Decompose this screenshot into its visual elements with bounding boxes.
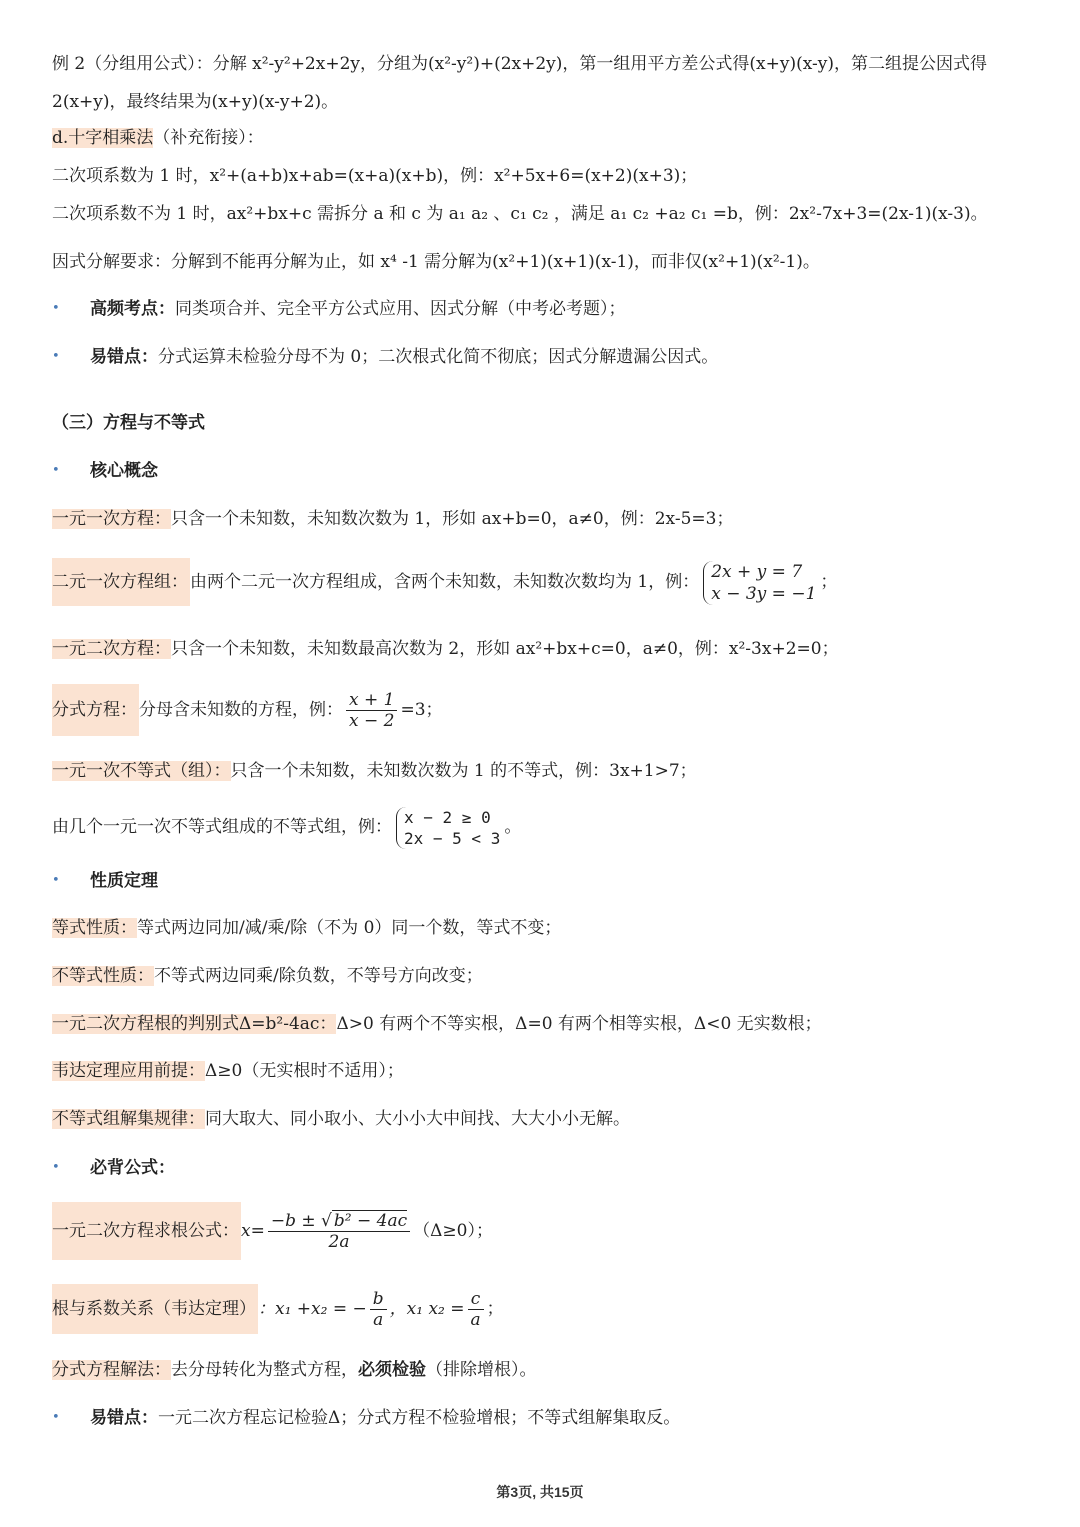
bullet-icon: • bbox=[52, 349, 60, 364]
note: （补充衔接）： bbox=[153, 128, 264, 148]
highlight-label: d.十字相乘法 bbox=[52, 128, 154, 148]
concept-linear-equation: 一元一次方程：只含一个未知数，未知数次数为 1，形如 ax+b=0，a≠0，例：2x-5=3； bbox=[52, 509, 734, 529]
text-line: 二次项系数不为 1 时，ax²+bx+c 需拆分 a 和 c 为 a₁ a₂ 、c₁ c₂ ，满足 a₁ c₂ +a₂ c₁ =b，例：2x²-7x+3=(2x-1)(x-3)。 bbox=[52, 204, 988, 224]
property-inequality-solution-rule: 不等式组解集规律：同大取大、同小取小、大小小大中间找、大大小小无解。 bbox=[52, 1109, 630, 1129]
quadratic-formula-fraction: $\frac{\text{−b ± √ b² − 4ac}}{2a}$ bbox=[268, 1211, 410, 1252]
formula-fractional-solving: 分式方程解法：去分母转化为整式方程，必须检验（排除增根）。 bbox=[52, 1360, 537, 1380]
text-line: 2(x+y)，最终结果为(x+y)(x-y+2)。 bbox=[52, 92, 339, 112]
bullet-item-common-errors-2: 易错点：一元二次方程忘记检验Δ；分式方程不检验增根；不等式组解集取反。 bbox=[90, 1408, 681, 1428]
bullet-icon: • bbox=[52, 463, 60, 478]
subsection-title-core: 核心概念 bbox=[90, 461, 158, 481]
concept-fractional-equation: 分式方程： 分母含未知数的方程，例： $\frac{x + 1}{x - 2}$ =3； bbox=[52, 684, 1040, 736]
subsection-title-properties: 性质定理 bbox=[90, 871, 158, 891]
fraction: $\frac{c}{a}$ bbox=[468, 1289, 484, 1330]
fraction: $\frac{x + 1}{x - 2}$ bbox=[346, 690, 397, 731]
bullet-icon: • bbox=[52, 1410, 60, 1425]
bullet-icon: • bbox=[52, 1160, 60, 1175]
page-footer: 第3页, 共15页 bbox=[496, 1484, 584, 1500]
text-line: 因式分解要求：分解到不能再分解为止，如 x⁴ -1 需分解为(x²+1)(x+1)(x-1)，而非仅(x²+1)(x²-1)。 bbox=[52, 252, 820, 272]
formula-vieta: 根与系数关系（韦达定理） ：x₁ +x₂ = − $\frac{b}{a}$ ，x₁ x₂ = $\frac{c}{a}$ ； bbox=[52, 1284, 1040, 1334]
square-root-icon: √ bbox=[321, 1211, 332, 1231]
bullet-icon: • bbox=[52, 873, 60, 888]
property-inequality: 不等式性质：不等式两边同乘/除负数，不等号方向改变； bbox=[52, 966, 483, 986]
section-title: （三）方程与不等式 bbox=[52, 413, 205, 433]
concept-inequality-system: 由几个一元一次不等式组成的不等式组，例： x − 2 ≥ 0 2x − 5 < 3 。 bbox=[52, 807, 522, 848]
text-line: 例 2（分组用公式）：分解 x²-y²+2x+2y，分组为(x²-y²)+(2x+2y)，第一组用平方差公式得(x+y)(x-y)，第二组提公因式得 bbox=[52, 54, 988, 74]
equation-system: 2x + y = 7 x − 3y = −1 bbox=[703, 561, 820, 605]
concept-linear-inequality: 一元一次不等式（组）：只含一个未知数，未知数次数为 1 的不等式，例：3x+1>7； bbox=[52, 761, 697, 781]
bullet-item-common-errors: 易错点：分式运算未检验分母不为 0；二次根式化简不彻底；因式分解遗漏公因式。 bbox=[90, 347, 719, 367]
formula-quadratic-roots: 一元二次方程求根公式： x= $\frac{\text{−b ± √ b² − 4ac}}{2a}$ （Δ≥0）； bbox=[52, 1202, 1040, 1260]
property-vieta-premise: 韦达定理应用前提：Δ≥0（无实根时不适用）； bbox=[52, 1061, 404, 1081]
fraction: $\frac{b}{a}$ bbox=[370, 1289, 387, 1330]
property-equality: 等式性质：等式两边同加/减/乘/除（不为 0）同一个数，等式不变； bbox=[52, 918, 562, 938]
inequality-system: x − 2 ≥ 0 2x − 5 < 3 bbox=[396, 807, 504, 849]
bullet-icon: • bbox=[52, 301, 60, 316]
subsection-title-formulas: 必背公式： bbox=[90, 1158, 175, 1178]
subheading-cross-multiplication bbox=[52, 126, 1040, 150]
concept-linear-system: 二元一次方程组： 由两个二元一次方程组成，含两个未知数，未知数次数均为 1，例： 2x + y = 7 x − 3y = −1 ； bbox=[52, 554, 1040, 610]
bullet-item-high-frequency: 高频考点：同类项合并、完全平方公式应用、因式分解（中考必考题）； bbox=[90, 299, 626, 319]
concept-quadratic-equation: 一元二次方程：只含一个未知数，未知数最高次数为 2，形如 ax²+bx+c=0，a≠0，例：x²-3x+2=0； bbox=[52, 639, 839, 659]
text-line: 二次项系数为 1 时，x²+(a+b)x+ab=(x+a)(x+b)，例：x²+5x+6=(x+2)(x+3)； bbox=[52, 166, 698, 186]
property-discriminant: 一元二次方程根的判别式Δ=b²-4ac：Δ>0 有两个不等实根，Δ=0 有两个相等实根，Δ<0 无实数根； bbox=[52, 1014, 822, 1034]
